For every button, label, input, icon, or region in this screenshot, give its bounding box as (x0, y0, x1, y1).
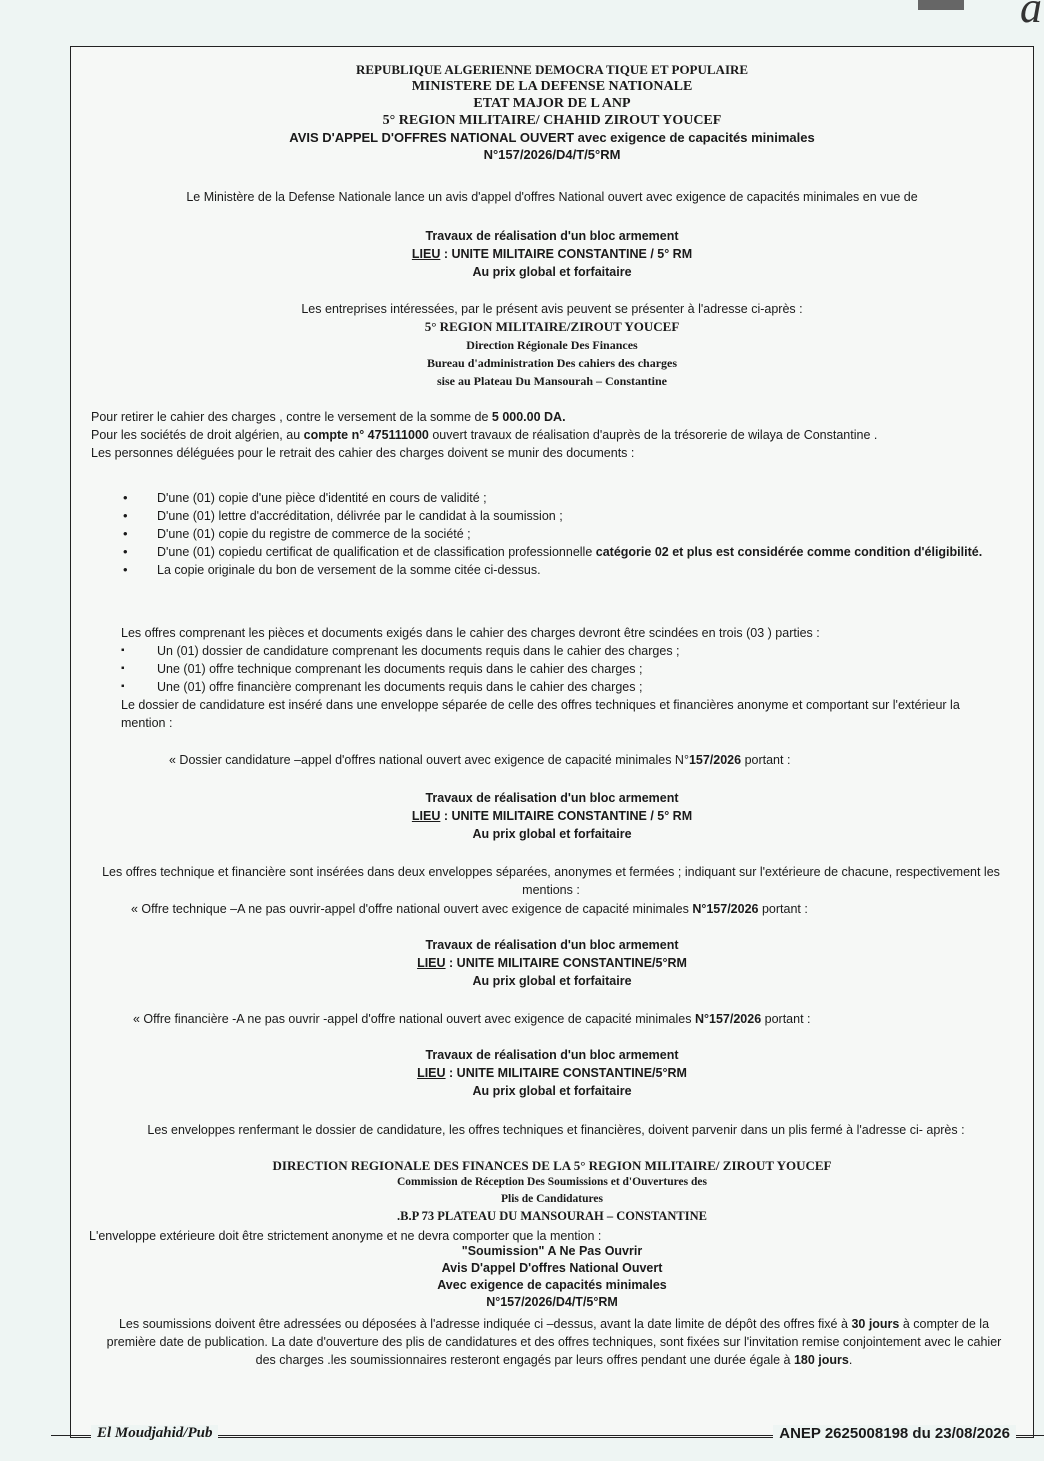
envelopes-line-4: .B.P 73 PLATEAU DU MANSOURAH – CONSTANTINE (397, 1209, 707, 1223)
project-block-2 (71, 789, 1033, 843)
notice-header (71, 61, 1033, 163)
intro-text: Le Ministère de la Defense Nationale lance un avis d'appel d'offres National ouvert avec exigence de capacités minimales en vue de (186, 190, 918, 204)
project-title: Travaux de réalisation d'un bloc armement (425, 791, 679, 805)
project-price: Au prix global et forfaitaire (472, 974, 632, 988)
documents-list (81, 489, 1021, 579)
project-block-4 (71, 1046, 1033, 1100)
technical-paragraph: Les offres technique et financière sont insérées dans deux enveloppes séparées, anonymes et fermées ; indiquant sur l'extérieure de chacune, respectivement les mentions : (102, 865, 1000, 897)
envelopes-line-3: Plis de Candidatures (500, 1193, 604, 1205)
envelopes-address (71, 1157, 1033, 1225)
project-block-3 (71, 936, 1033, 990)
header-line-6: N°157/2026/D4/T/5°RM (483, 147, 621, 162)
offer-item: ▪ Un (01) dossier de candidature comprenant les documents requis dans le cahier des charges ; (121, 642, 1001, 660)
address-line-3: Bureau d'administration Des cahiers des charges (426, 356, 678, 370)
envelope-mention-1: "Soumission" A Ne Pas Ouvrir (461, 1244, 643, 1258)
address-line-2: Direction Régionale Des Finances (466, 338, 638, 352)
mention-technical: « Offre technique –A ne pas ouvrir-appel d'offre national ouvert avec exigence de capacité minimales N°157/2026 portant : (131, 902, 808, 916)
document-item: • D'une (01) lettre d'accréditation, délivrée par le candidat à la soumission ; (123, 507, 1021, 525)
document-item: • D'une (01) copie d'une pièce d'identité en cours de validité ; (123, 489, 1021, 507)
project-price: Au prix global et forfaitaire (472, 1084, 632, 1098)
address-intro: Les entreprises intéressées, par le présent avis peuvent se présenter à l'adresse ci-après : (301, 302, 803, 316)
payment-block (91, 408, 1011, 462)
project-lieu: LIEU : UNITE MILITAIRE CONSTANTINE/5°RM (417, 1066, 687, 1080)
offers-dossier: Le dossier de candidature est inséré dans une enveloppe séparée de celle des offres techniques et financières anonyme et comportant sur l'extérieur la mention : (121, 698, 960, 730)
project-lieu: LIEU : UNITE MILITAIRE CONSTANTINE / 5° RM (411, 809, 693, 823)
document-item: • D'une (01) copie du registre de commerce de la société ; (123, 525, 1021, 543)
envelope-mention-3: Avec exigence de capacités minimales (437, 1278, 667, 1292)
notice-frame (70, 46, 1034, 1442)
address-line-1: 5° REGION MILITAIRE/ZIROUT YOUCEF (424, 319, 680, 334)
corner-mark-block (918, 0, 964, 10)
project-price: Au prix global et forfaitaire (472, 265, 632, 279)
notice-footer (51, 1423, 1044, 1447)
offer-item: ▪ Une (01) offre technique comprenant les documents requis dans le cahier des charges ; (121, 660, 1001, 678)
project-block-1 (71, 227, 1033, 281)
envelope-anonymous: L'enveloppe extérieure doit être strictement anonyme et ne devra comporter que la mention : (89, 1229, 602, 1243)
document-item: • La copie originale du bon de versement de la somme citée ci-dessus. (123, 561, 1021, 579)
document-item-certificate: • D'une (01) copiedu certificat de qualification et de classification professionnelle catégorie 02 et plus est considérée comme condition d'éligibilité. (123, 543, 1021, 561)
project-title: Travaux de réalisation d'un bloc armement (425, 938, 679, 952)
envelope-mention-2: Avis D'appel D'offres National Ouvert (441, 1261, 663, 1275)
offer-item: ▪ Une (01) offre financière comprenant les documents requis dans le cahier des charges ; (121, 678, 1001, 696)
closing-paragraph: Les soumissions doivent être adressées ou déposées à l'adresse indiquée ci –dessus, avant la date limite de dépôt des offres fixé à 30 jours à compter de la première date de publication. La date d'ouverture des plis de candidatures et des offres techniques, sont fixées sur l'invitation remise conjointement avec le cahier des charges .les soumissionnaires resteront engagés par leurs offres pendant une durée égale à 180 jours. (106, 1317, 1002, 1367)
envelope-mention (71, 1243, 1033, 1311)
envelope-mention-4: N°157/2026/D4/T/5°RM (486, 1295, 618, 1309)
payment-line-2: Pour les sociétés de droit algérien, au compte n° 475111000 ouvert travaux de réalisation d'auprès de la trésorerie de wilaya de Constantine . (91, 428, 878, 442)
envelopes-intro: Les enveloppes renfermant le dossier de candidature, les offres techniques et financières, doivent parvenir dans un plis fermé à l'adresse ci- après : (147, 1123, 965, 1137)
offers-intro: Les offres comprenant les pièces et documents exigés dans le cahier des charges devront être scindées en trois (03 ) parties : (121, 626, 820, 640)
envelopes-line-2: Commission de Réception Des Soumissions et d'Ouvertures des (397, 1176, 707, 1188)
mention-financial: « Offre financière -A ne pas ouvrir -appel d'offre national ouvert avec exigence de capacité minimales N°157/2026 portant : (133, 1012, 811, 1026)
header-line-2: MINISTERE DE LA DEFENSE NATIONALE (411, 79, 693, 94)
corner-mark: a (1020, 0, 1044, 32)
payment-line-3: Les personnes déléguées pour le retrait des cahier des charges doivent se munir des documents : (91, 446, 635, 460)
project-title: Travaux de réalisation d'un bloc armement (425, 1048, 679, 1062)
address-line-4: sise au Plateau Du Mansourah – Constantine (436, 374, 668, 388)
header-line-5: AVIS D'APPEL D'OFFRES NATIONAL OUVERT avec exigence de capacités minimales (289, 130, 815, 145)
payment-line-1: Pour retirer le cahier des charges , contre le versement de la somme de 5 000.00 DA. (91, 410, 566, 424)
project-price: Au prix global et forfaitaire (472, 827, 632, 841)
mention-dossier: « Dossier candidature –appel d'offres national ouvert avec exigence de capacité minimales N°157/2026 portant : (169, 753, 791, 767)
footer-publication: El Moudjahid/Pub (91, 1425, 218, 1442)
envelopes-line-1: DIRECTION REGIONALE DES FINANCES DE LA 5° REGION MILITAIRE/ ZIROUT YOUCEF (272, 1158, 832, 1173)
address-block-1 (71, 300, 1033, 390)
offers-block (121, 624, 1001, 732)
header-line-3: ETAT MAJOR DE L ANP (473, 96, 631, 111)
footer-reference: ANEP 2625008198 du 23/08/2026 (773, 1425, 1016, 1442)
project-title: Travaux de réalisation d'un bloc armement (425, 229, 679, 243)
project-lieu: LIEU : UNITE MILITAIRE CONSTANTINE/5°RM (417, 956, 687, 970)
header-line-4: 5° REGION MILITAIRE/ CHAHID ZIROUT YOUCEF (382, 113, 722, 128)
header-line-1: REPUBLIQUE ALGERIENNE DEMOCRA TIQUE ET POPULAIRE (355, 62, 749, 77)
project-lieu: LIEU : UNITE MILITAIRE CONSTANTINE / 5° RM (411, 247, 693, 261)
